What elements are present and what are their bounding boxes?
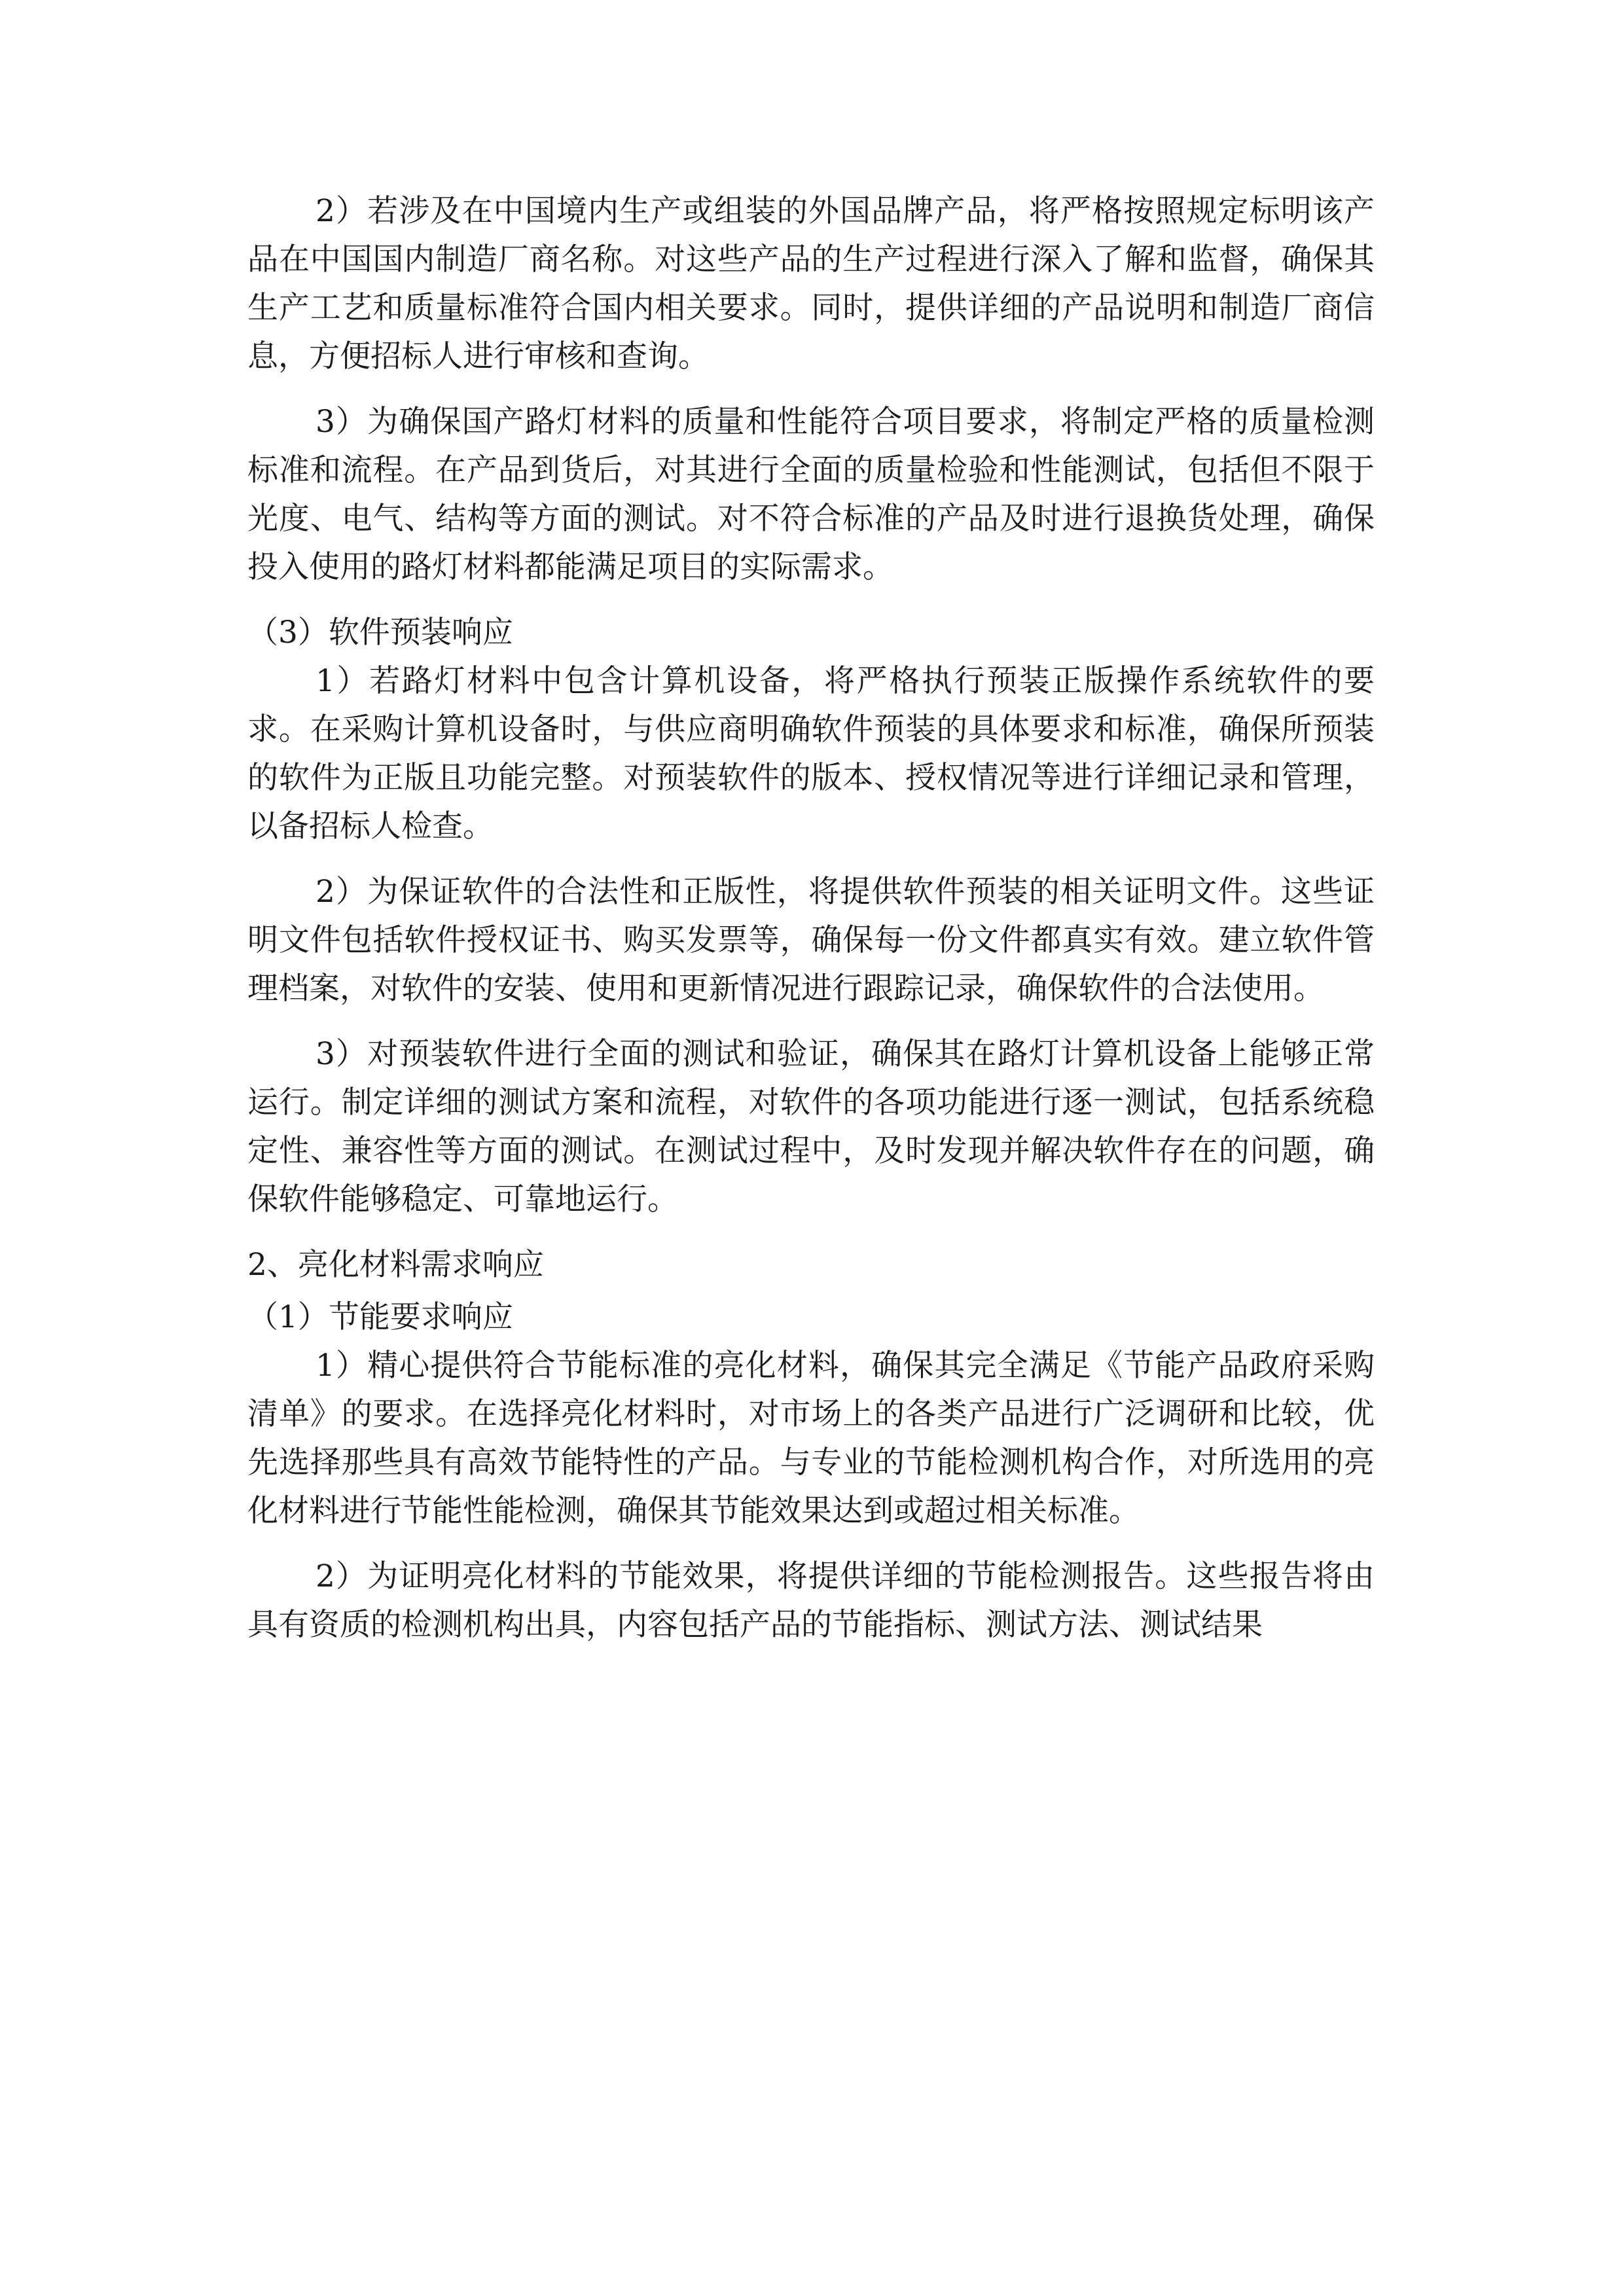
paragraph-software-testing: 3）对预装软件进行全面的测试和验证，确保其在路灯计算机设备上能够正常运行。制定详细的测试方案和流程，对软件的各项功能进行逐一测试，包括系统稳定性、兼容性等方面的测试。在测试过程中，及时发现并解决软件存在的问题，确保软件能够稳定、可靠地运行。 (247, 1036, 1375, 1217)
paragraph-genuine-os: 1）若路灯材料中包含计算机设备，将严格执行预装正版操作系统软件的要求。在采购计算机设备时，与供应商明确软件预装的具体要求和标准，确保所预装的软件为正版且功能完整。对预装软件的版本、授权情况等进行详细记录和管理，以备招标人检查。 (247, 663, 1375, 844)
section-heading-lighting-materials: 2、亮化材料需求响应 (247, 1247, 544, 1283)
paragraph-foreign-brand-products: 2）若涉及在中国境内生产或组装的外国品牌产品，将严格按照规定标明该产品在中国国内制造厂商名称。对这些产品的生产过程进行深入了解和监督，确保其生产工艺和质量标准符合国内相关要求。同时，提供详细的产品说明和制造厂商信息，方便招标人进行审核和查询。 (247, 193, 1375, 374)
section-heading-software-preinstall: （3）软件预装响应 (247, 615, 513, 651)
paragraph-quality-inspection: 3）为确保国产路灯材料的质量和性能符合项目要求，将制定严格的质量检测标准和流程。在产品到货后，对其进行全面的质量检验和性能测试，包括但不限于光度、电气、结构等方面的测试。对不符合标准的产品及时进行退换货处理，确保投入使用的路灯材料都能满足项目的实际需求。 (247, 404, 1375, 585)
section-heading-energy-saving: （1）节能要求响应 (247, 1299, 513, 1335)
paragraph-software-certificates: 2）为保证软件的合法性和正版性，将提供软件预装的相关证明文件。这些证明文件包括软件授权证书、购买发票等，确保每一份文件都真实有效。建立软件管理档案，对软件的安装、使用和更新情况进行跟踪记录，确保软件的合法使用。 (247, 874, 1375, 1007)
paragraph-energy-standard: 1）精心提供符合节能标准的亮化材料，确保其完全满足《节能产品政府采购清单》的要求。在选择亮化材料时，对市场上的各类产品进行广泛调研和比较，优先选择那些具有高效节能特性的产品。与专业的节能检测机构合作，对所选用的亮化材料进行节能性能检测，确保其节能效果达到或超过相关标准。 (247, 1348, 1375, 1529)
document-body (247, 187, 1375, 1649)
paragraph-energy-report: 2）为证明亮化材料的节能效果，将提供详细的节能检测报告。这些报告将由具有资质的检测机构出具，内容包括产品的节能指标、测试方法、测试结果 (247, 1558, 1375, 1643)
